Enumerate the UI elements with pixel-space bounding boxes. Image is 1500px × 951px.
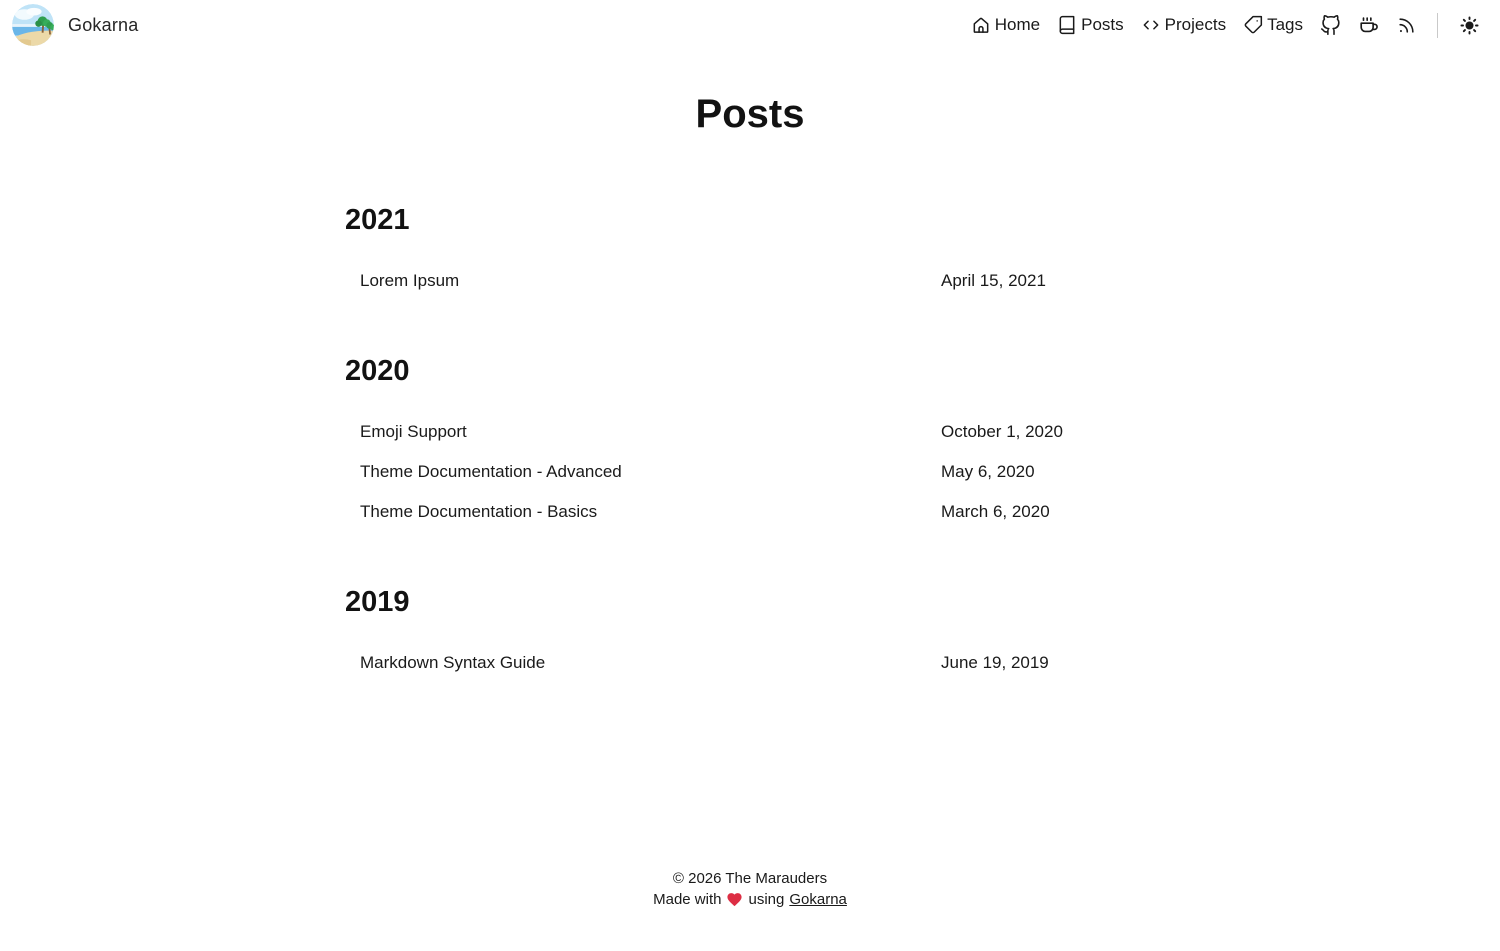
post-date: March 6, 2020 — [941, 502, 1050, 521]
post-row — [345, 261, 1155, 301]
page-title: Posts — [695, 92, 805, 136]
post-title-link[interactable]: Theme Documentation - Advanced — [360, 462, 622, 481]
rss-link[interactable] — [1397, 16, 1416, 35]
posts-table — [345, 412, 1155, 532]
footer-made-with — [653, 889, 847, 910]
book-icon — [1057, 15, 1077, 35]
year-section-2019 — [345, 585, 1155, 683]
year-heading: 2021 — [345, 204, 410, 236]
heart-icon — [726, 891, 743, 908]
nav-item-projects[interactable] — [1141, 15, 1226, 35]
tag-icon — [1243, 15, 1263, 35]
site-header — [0, 0, 1500, 50]
year-section-2021 — [345, 203, 1155, 301]
nav-label-home: Home — [994, 15, 1041, 34]
github-link[interactable] — [1320, 15, 1341, 36]
nav-item-posts[interactable] — [1057, 15, 1124, 35]
github-icon — [1320, 15, 1341, 36]
footer-copyright: © 2026 The Marauders — [672, 870, 828, 887]
using-text: using — [748, 891, 785, 908]
code-icon — [1141, 15, 1161, 35]
post-title-link[interactable]: Markdown Syntax Guide — [360, 653, 546, 672]
beach-avatar-image — [12, 4, 54, 46]
nav-label-tags: Tags — [1267, 15, 1303, 34]
post-row — [345, 452, 1155, 492]
site-title: Gokarna — [68, 14, 139, 35]
post-date: October 1, 2020 — [941, 422, 1063, 441]
posts-table — [345, 643, 1155, 683]
main-content — [345, 50, 1155, 683]
theme-toggle-button[interactable] — [1459, 15, 1480, 36]
gokarna-theme-link[interactable]: Gokarna — [789, 891, 847, 908]
post-row — [345, 643, 1155, 683]
year-section-2020 — [345, 354, 1155, 532]
post-row — [345, 492, 1155, 532]
buy-me-coffee-link[interactable] — [1358, 14, 1380, 36]
nav-label-posts: Posts — [1081, 15, 1124, 34]
post-date: April 15, 2021 — [941, 271, 1046, 290]
site-footer — [0, 868, 1500, 951]
top-navigation — [971, 13, 1480, 38]
made-with-text: Made with — [653, 891, 722, 908]
coffee-icon — [1358, 14, 1380, 36]
year-heading: 2020 — [345, 355, 410, 387]
nav-label-projects: Projects — [1164, 15, 1227, 34]
nav-divider — [1437, 13, 1438, 38]
brand-home-link[interactable] — [12, 4, 138, 46]
site-avatar — [12, 4, 54, 46]
posts-table — [345, 261, 1155, 301]
post-date: June 19, 2019 — [941, 653, 1049, 672]
post-date: May 6, 2020 — [941, 462, 1035, 481]
post-title-link[interactable]: Lorem Ipsum — [360, 271, 460, 290]
sun-icon — [1459, 15, 1480, 36]
home-icon — [971, 15, 991, 35]
post-row — [345, 412, 1155, 452]
year-heading: 2019 — [345, 586, 410, 618]
nav-item-tags[interactable] — [1243, 15, 1303, 35]
post-title-link[interactable]: Emoji Support — [360, 422, 467, 441]
nav-item-home[interactable] — [971, 15, 1040, 35]
post-title-link[interactable]: Theme Documentation - Basics — [360, 502, 598, 521]
rss-icon — [1397, 16, 1416, 35]
